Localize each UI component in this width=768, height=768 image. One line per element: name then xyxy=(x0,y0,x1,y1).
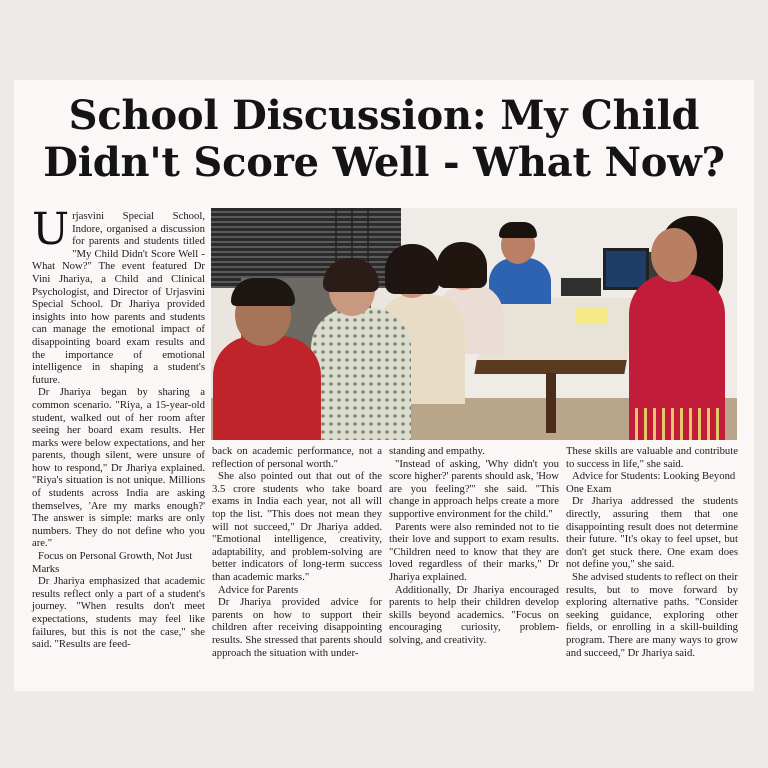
speaker-head xyxy=(651,228,697,282)
headline-line-1: School Discussion: My Child xyxy=(68,92,700,139)
person-hair xyxy=(385,244,439,294)
paragraph: Dr Jhariya emphasized that academic results reflect only a part of a student's journey. "When results don't meet expectations, students may feel like failures, but this is not the case," she said. "Results are feed- xyxy=(32,575,205,651)
papers xyxy=(575,308,607,324)
paragraph: Dr Jhariya began by sharing a common scenario. "Riya, a 15-year-old student, walked out of her room after seeing her board exam results. Her marks were below expectations, and her parents, though silent, were unsure of how to respond," Dr Jhariya explained. "Riya's situation is not unique. Millions of students across India are asking themselves, 'Are my marks enough?' The answer is simple: marks are only numbers. They do not define who you are." xyxy=(32,386,205,550)
subheading: Advice for Students: Looking Beyond One Exam xyxy=(566,470,736,495)
headline-line-2: Didn't Score Well - What Now? xyxy=(43,139,725,186)
article-column-4 xyxy=(566,445,738,659)
article-column-1 xyxy=(32,204,205,651)
paragraph: Additionally, Dr Jhariya encouraged parents to help their children develop skills beyond academics. "Focus on encouraging curiosity, problem-solving, and creativity. xyxy=(389,583,559,646)
paragraph: She advised students to reflect on their results, but to move forward by exploring alternative paths. "Consider seeking guidance, exploring other fields, or enrolling in a skill-building program. There are many ways to grow and succeed," Dr Jhariya said. xyxy=(566,570,738,659)
person-hair xyxy=(231,278,295,306)
paragraph-text: rjasvini Special School, Indore, organised a discussion for parents and students titled "My Child Didn't Score Well - What Now?" The event featured Dr Vini Jhariya, a Child and Clinical Psychologist, and Director of Urjasvini Special School. Dr Jhariya provided insights into how parents and students can manage the emotional impact of disappointing board exam results and the importance of emotional intelligence in shaping a student's future. xyxy=(32,210,205,386)
paragraph: These skills are valuable and contribute to success in life," she said. xyxy=(566,445,738,470)
event-photo xyxy=(211,208,737,440)
paragraph: "Instead of asking, 'Why didn't you score higher?' parents should ask, 'How are you feeling?'" she said. "This change in approach helps create a more supportive environment for the child." xyxy=(389,457,559,520)
paragraph xyxy=(32,204,205,386)
paragraph: Dr Jhariya provided advice for parents on how to support their children after receiving disappointing results. She stressed that parents should approach the situation with under- xyxy=(212,596,382,659)
article-column-2 xyxy=(212,445,382,659)
paragraph: Parents were also reminded not to tie their love and support to exam results. "Children need to know that they are loved regardless of their marks," Dr Jhariya explained. xyxy=(389,520,559,583)
desk-leg xyxy=(546,373,556,433)
paragraph: Dr Jhariya addressed the students directly, assuring them that one disappointing result does not determine their future. "It's okay to feel upset, but don't get stuck there. One exam does not define you," she said. xyxy=(566,495,738,571)
article-column-3 xyxy=(389,445,559,647)
paragraph: She also pointed out that out of the 3.5 crore students who take board exams in India each year, not all will top the list. "This does not mean they will not succeed," Dr Jhariya added. "Emotional intelligence, creativity, adaptability, and problem-solving are better indicators of long-term success than academic marks." xyxy=(212,470,382,583)
person-red-shirt xyxy=(213,336,321,440)
printer xyxy=(561,278,601,296)
person-hair xyxy=(437,242,487,288)
headline xyxy=(0,92,768,186)
speaker-kurta-trim xyxy=(629,408,725,440)
person-hair xyxy=(499,222,537,238)
paragraph: standing and empathy. xyxy=(389,445,485,457)
person-floral-top xyxy=(311,308,411,440)
subheading: Advice for Parents xyxy=(218,583,299,596)
paragraph: back on academic performance, not a reflection of personal worth." xyxy=(212,445,382,470)
drop-cap: U xyxy=(32,204,70,255)
subheading: Focus on Personal Growth, Not Just Marks xyxy=(32,550,193,575)
